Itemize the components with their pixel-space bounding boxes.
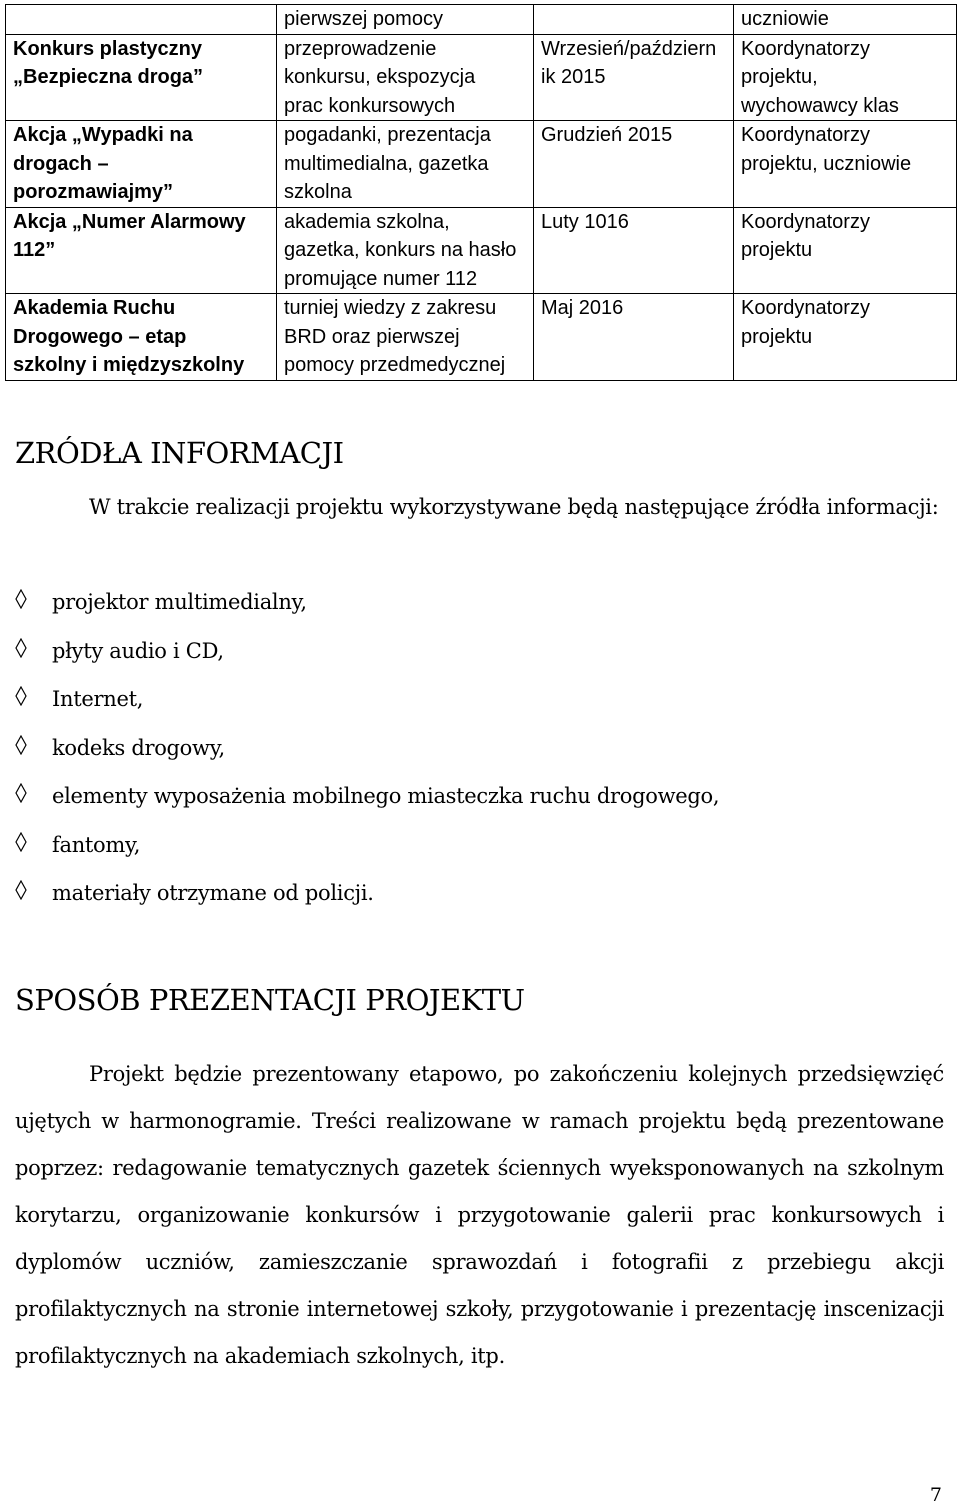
list-item: elementy wyposażenia mobilnego miasteczka ruchu drogowego, [15,772,719,821]
table-row [6,207,957,294]
sources-heading: ZRÓDŁA INFORMACJI [15,436,344,470]
list-item: materiały otrzymane od policji. [15,869,719,918]
sources-list [15,578,719,918]
responsible-cell: Koordynatorzy projektu, wychowawcy klas [734,34,957,121]
responsible-cell: Koordynatorzy projektu, uczniowie [734,121,957,208]
list-item: projektor multimedialny, [15,578,719,627]
diamond-outline-icon [15,880,27,900]
activity-cell: Akcja „Numer Alarmowy 112” [6,207,277,294]
diamond-outline-icon [15,638,27,658]
method-cell: pierwszej pomocy [277,5,534,35]
activity-cell [6,5,277,35]
date-cell: Luty 1016 [534,207,734,294]
activity-cell: Akcja „Wypadki na drogach – porozmawiajmy” [6,121,277,208]
method-cell: przeprowadzenie konkursu, ekspozycja prac konkursowych [277,34,534,121]
page-number: 7 [929,1484,942,1506]
activity-cell: Konkurs plastyczny „Bezpieczna droga” [6,34,277,121]
list-item: fantomy, [15,821,719,870]
table-row [6,121,957,208]
date-cell: Wrzesień/październ ik 2015 [534,34,734,121]
diamond-outline-icon [15,589,27,609]
table-row [6,34,957,121]
responsible-cell: Koordynatorzy projektu [734,207,957,294]
date-cell: Grudzień 2015 [534,121,734,208]
method-cell: turniej wiedzy z zakresu BRD oraz pierwszej pomocy przedmedycznej [277,294,534,381]
presentation-paragraph: Projekt będzie prezentowany etapowo, po zakończeniu kolejnych przedsięwzięć ujętych w harmonogramie. Treści realizowane w ramach projektu będą prezentowane poprzez: redagowanie tematycznych gazetek ściennych wyeksponowanych na szkolnym korytarzu, organizowanie konkursów i przygotowanie galerii prac konkursowych i dyplomów uczniów, zamieszczanie sprawozdań i fotografii z przebiegu akcji profilaktycznych na stronie internetowej szkoły, przygotowanie i prezentację inscenizacji profilaktycznych na akademiach szkolnych, itp. [15,1062,944,1368]
method-cell: pogadanki, prezentacja multimedialna, gazetka szkolna [277,121,534,208]
date-cell [534,5,734,35]
diamond-outline-icon [15,783,27,803]
table-row [6,5,957,35]
method-cell: akademia szkolna, gazetka, konkurs na hasło promujące numer 112 [277,207,534,294]
diamond-outline-icon [15,686,27,706]
sources-intro: W trakcie realizacji projektu wykorzystywane będą następujące źródła informacji: [89,495,939,519]
date-cell: Maj 2016 [534,294,734,381]
list-item: płyty audio i CD, [15,627,719,676]
table-row [6,294,957,381]
list-item: Internet, [15,675,719,724]
schedule-table [5,4,957,381]
activity-cell: Akademia Ruchu Drogowego – etap szkolny i międzyszkolny [6,294,277,381]
responsible-cell: uczniowie [734,5,957,35]
diamond-outline-icon [15,735,27,755]
list-item: kodeks drogowy, [15,724,719,773]
diamond-outline-icon [15,832,27,852]
presentation-heading: SPOSÓB PREZENTACJI PROJEKTU [15,983,525,1017]
responsible-cell: Koordynatorzy projektu [734,294,957,381]
